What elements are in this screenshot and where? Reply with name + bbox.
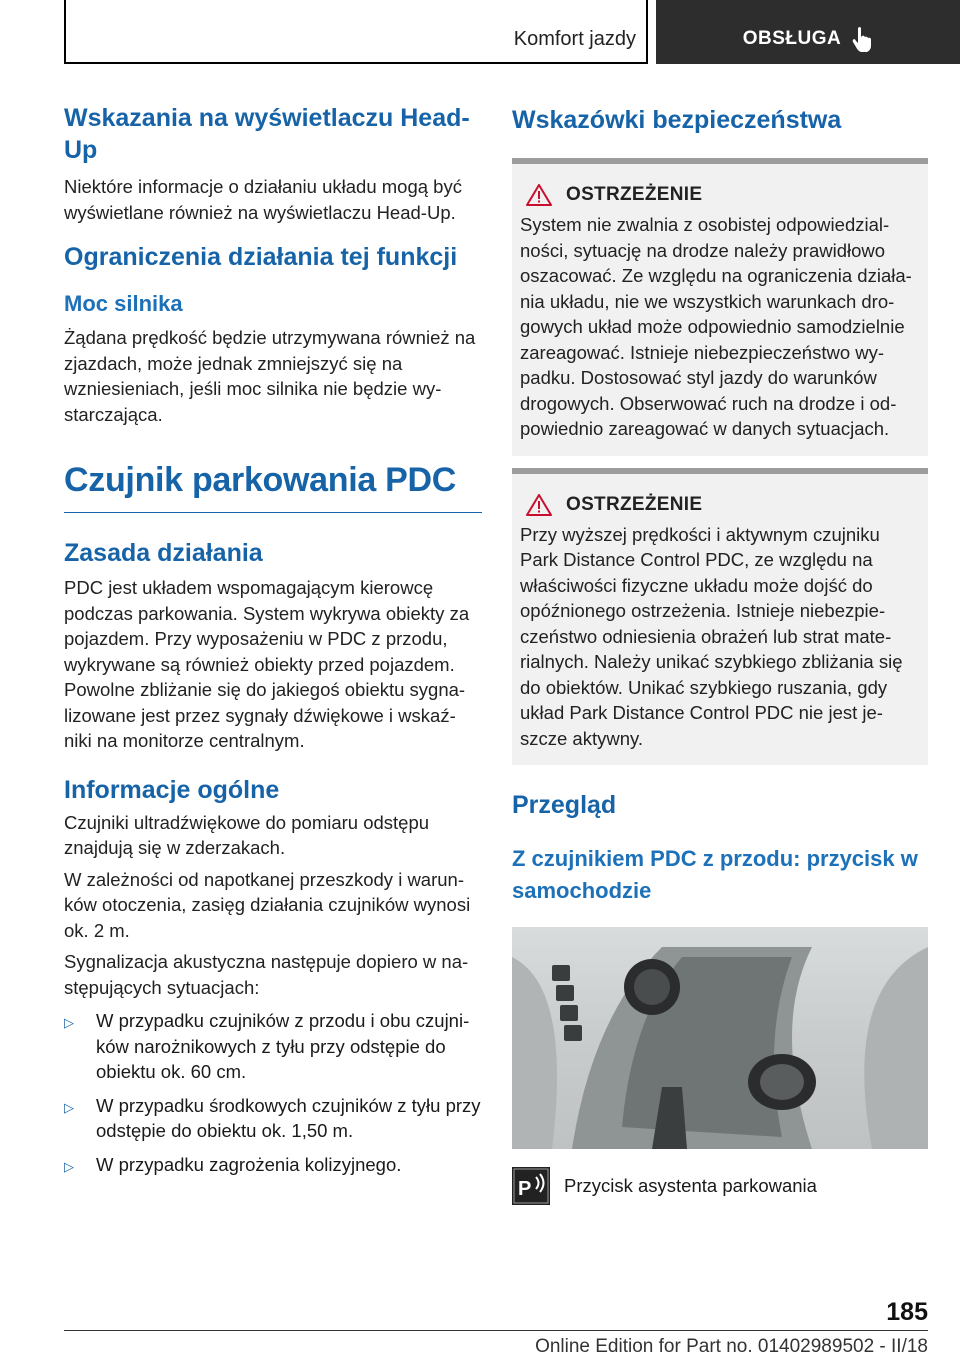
engine-text: Żądana prędkość będzie utrzymywana również na zjazdach, może jednak zmniejszyć się na wzniesieniach, jeśli moc silnika nie będzie wy-starczająca. — [64, 327, 476, 425]
chapter-tab — [656, 0, 960, 64]
general-heading: Informacje ogólne — [64, 775, 280, 804]
list-item — [64, 1152, 482, 1180]
warning-triangle-icon — [526, 184, 552, 206]
warning-title: OSTRZEŻENIE — [566, 493, 703, 515]
parking-assistant-icon — [512, 1167, 550, 1205]
caption-row — [512, 1167, 928, 1205]
button-heading: Z czujnikiem PDC z przodu: przycisk w samochodzie — [512, 846, 918, 903]
engine-heading: Moc silnika — [64, 291, 183, 316]
warning-text: System nie zwalnia z osobistej odpowiedzial-ności, sytuację na drodze należy prawidłowo oszacować. Ze względu na ograniczenia działa-nia układu, nie we wszystkich warunkach dro-gowych układ może odpowiednio samodzielnie zareagować. Istnieje niebezpieczeństwo wy-padku. Dostosować styl jazdy do warunków drogowych. Obserwować ruch na drodze i od-powiednio zareagować w danych sytuacjach. — [520, 214, 912, 439]
hud-heading: Wskazania na wyświetlaczu Head-Up — [64, 104, 470, 164]
pointing-hand-icon — [851, 26, 873, 52]
center-console-illustration — [512, 927, 928, 1149]
triangle-bullet-icon: ▷ — [64, 1158, 74, 1174]
footer-divider — [64, 1330, 928, 1331]
chapter-title: OBSŁUGA — [742, 28, 842, 49]
hud-text: Niektóre informacje o działaniu układu mogą być wyświetlane również na wyświetlaczu Head-Up. — [64, 176, 462, 223]
overview-heading: Przegląd — [512, 791, 617, 819]
triangle-bullet-icon: ▷ — [64, 1015, 74, 1030]
list-item — [64, 1008, 482, 1085]
page-number: 185 — [886, 1298, 928, 1326]
safety-heading: Wskazówki bezpieczeństwa — [512, 106, 842, 134]
list-item — [64, 1093, 482, 1144]
list-item-text: W przypadku zagrożenia kolizyjnego. — [96, 1153, 402, 1175]
caption-text: Przycisk asystenta parkowania — [564, 1175, 817, 1196]
warning-text: Przy wyższej prędkości i aktywnym czujniku Park Distance Control PDC, ze względu na właściwości fizyczne układu może dojść do opóźnionego ostrzeżenia. Istnieje niebezpie-czeństwo odniesienia obrażeń lub strat mate-rialnych. Należy unikać szybkiego zbliżania się do obiektów. Unikać szybkiego ruszania, gdy układ Park Distance Control PDC nie jest je-szcze aktywny. — [520, 523, 903, 749]
list-item-text: W przypadku środkowych czujników z tyłu przy odstępie do obiektu ok. 1,50 m. — [96, 1094, 481, 1141]
bullet-list — [64, 1008, 482, 1179]
principle-text: PDC jest układem wspomagającym kierowcę podczas parkowania. System wykrywa obiekty za pojazdem. Przy wyposażeniu w PDC z przodu, wykrywane są również obiekty przed pojazdem. Powolne zbliżanie się do jakiegoś obiektu sygna-lizowane jest przez sygnały dźwiękowe i wskaź-niki na monitorze centralnym. — [64, 577, 470, 751]
limits-heading: Ograniczenia działania tej funkcji — [64, 243, 458, 271]
center-console-photo — [512, 927, 928, 1149]
triangle-bullet-icon: ▷ — [64, 1099, 74, 1115]
pdc-heading: Czujnik parkowania PDC — [64, 461, 457, 499]
edition-text: Online Edition for Part no. 01402989502 - II/18 — [535, 1336, 928, 1357]
general-text-1: Czujniki ultradźwiękowe do pomiaru odstępu znajdują się w zderzakach. — [64, 811, 430, 858]
section-title-text: Komfort jazdy — [513, 27, 636, 50]
warning-box-1 — [512, 158, 928, 456]
section-title — [64, 0, 636, 64]
principle-heading: Zasada działania — [64, 539, 263, 567]
general-text-2: W zależności od napotkanej przeszkody i warun-ków otoczenia, zasięg działania czujników wynosi ok. 2 m. — [64, 868, 471, 941]
pdc-heading-rule — [64, 512, 482, 513]
list-item-text: W przypadku czujników z przodu i obu czujni-ków narożnikowych z tyłu przy odstępie do obiektu ok. 60 cm. — [96, 1010, 470, 1082]
warning-box-2 — [512, 468, 928, 766]
warning-title: OSTRZEŻENIE — [566, 184, 703, 205]
general-text-3: Sygnalizacja akustyczna następuje dopiero w na-stępujących sytuacjach: — [64, 951, 469, 998]
svg-text:P: P — [518, 1178, 532, 1200]
warning-triangle-icon — [526, 494, 552, 516]
